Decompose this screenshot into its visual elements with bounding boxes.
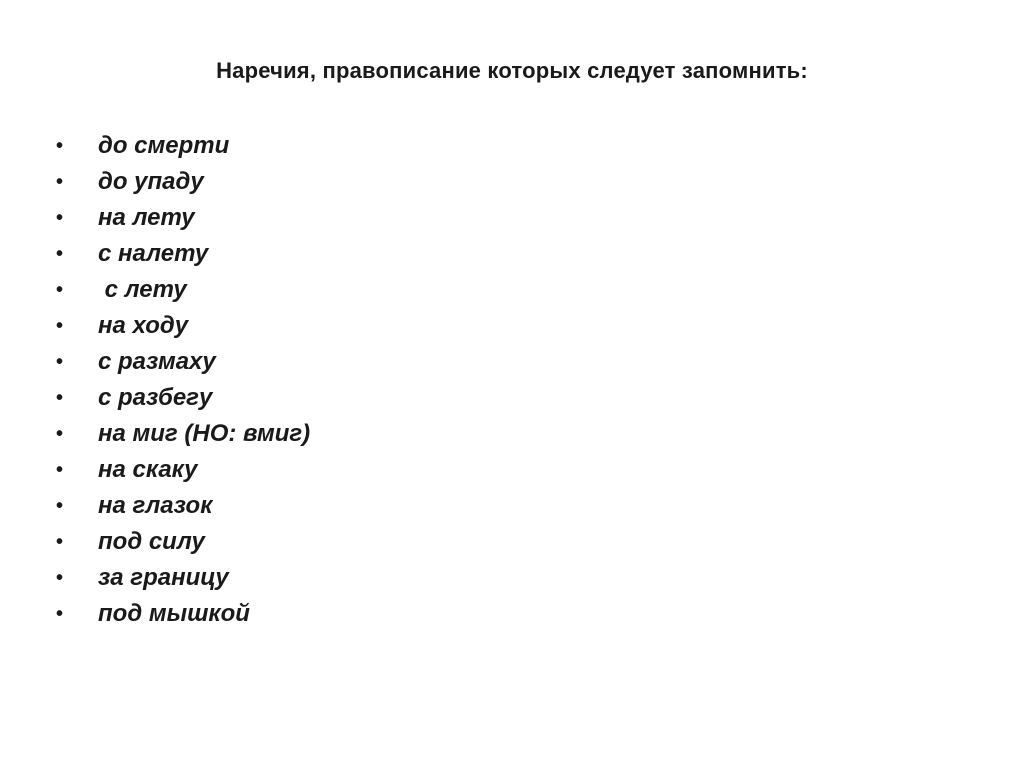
bullet-icon: • xyxy=(56,531,64,553)
list-item-text: под мышкой xyxy=(98,600,250,627)
list-item-text: за границу xyxy=(98,564,229,591)
bullet-icon: • xyxy=(56,459,64,481)
list-item-text: на миг (НО: вмиг) xyxy=(98,420,311,447)
slide-title: Наречия, правописание которых следует запомнить: xyxy=(216,58,808,83)
list-item-text: до упаду xyxy=(98,168,204,195)
bullet-icon: • xyxy=(56,243,64,265)
bullet-icon: • xyxy=(56,171,64,193)
list-item-text: на лету xyxy=(98,204,195,231)
list-item-text: на глазок xyxy=(98,492,213,519)
list-item-text: с размаху xyxy=(98,348,216,375)
list-item-text: под силу xyxy=(98,528,205,555)
list-item-text: с лету xyxy=(98,276,187,303)
bullet-icon: • xyxy=(56,135,64,157)
bullet-icon: • xyxy=(56,567,64,589)
bullet-icon: • xyxy=(56,603,64,625)
bullet-icon: • xyxy=(56,495,64,517)
bullet-icon: • xyxy=(56,387,64,409)
bullet-icon: • xyxy=(56,423,64,445)
list-item-text: на ходу xyxy=(98,312,189,339)
list-item-text: до смерти xyxy=(98,132,230,159)
bullet-icon: • xyxy=(56,351,64,373)
bullet-icon: • xyxy=(56,279,64,301)
bullet-icon: • xyxy=(56,315,64,337)
list-item-text: с разбегу xyxy=(98,384,213,411)
list-item-text: с налету xyxy=(98,240,209,267)
list-item-text: на скаку xyxy=(98,456,198,483)
bullet-icon: • xyxy=(56,207,64,229)
